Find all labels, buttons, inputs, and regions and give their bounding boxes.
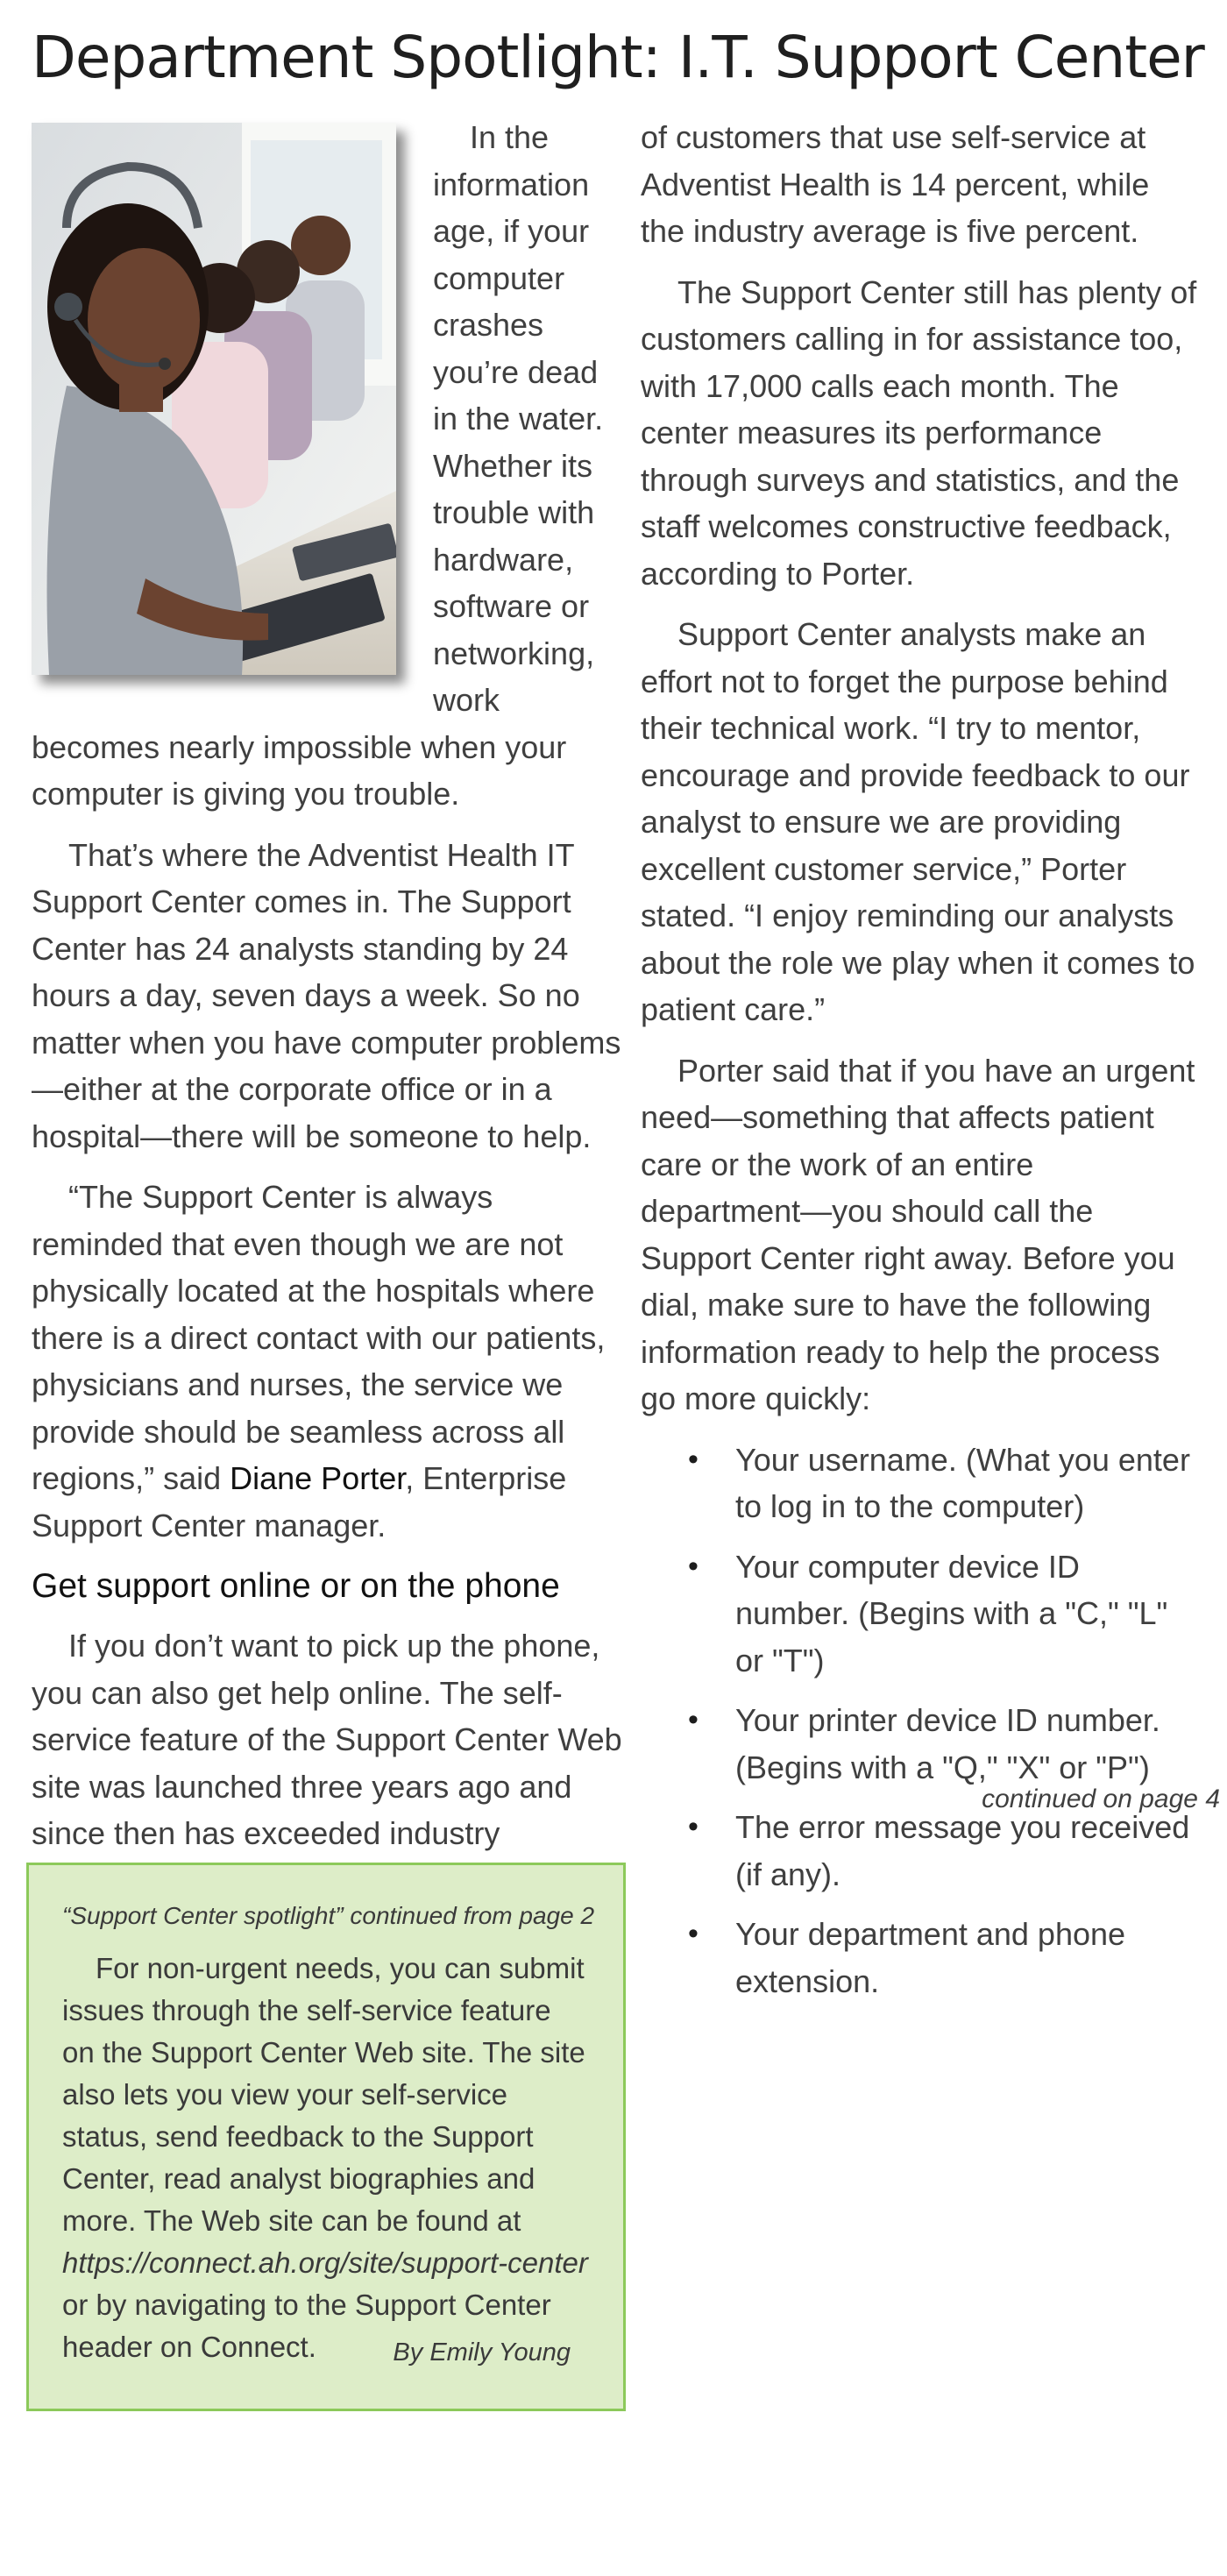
intro-paragraph: In the information age, if your computer crashes you’re dead in the water. Whether its trouble with hardware, software or networking, work becomes nearly impossible when your computer is giving you trouble. [32,119,604,812]
list-item [641,1697,1202,1791]
bullet-icon: • [688,1810,699,1843]
list-item-text: Your printer device ID number. (Begins with a "Q," "X" or "P") [735,1702,1160,1785]
paragraph [32,1174,624,1549]
page-title: Department Spotlight: I.T. Support Center [32,24,1204,91]
paragraph: That’s where the Adventist Health IT Support Center comes in. The Support Center has 24 analysts standing by 24 hours a day, seven days a week. So no matter when you have computer problems—either at the corporate office or in a hospital—there will be someone to help. [32,836,621,1154]
list-item [641,1911,1202,2005]
sidebar-text: For non-urgent needs, you can submit issues through the self-service feature on the Support Center Web site. The site also lets you view your self-service status, send feedback to the Support Center, read analyst biographies and more. The Web site can be found at [62,1952,585,2237]
sidebar-box [26,1863,626,2411]
quote-text: “The Support Center is always reminded that even though we are not physically located at the hospitals where there is a direct contact with our patients, physicians and nurses, the service we provide should be seamless across all regions,” said [32,1179,606,1496]
list-item-text: The error message you received (if any). [735,1809,1190,1892]
paragraph: If you don’t want to pick up the phone, you can also get help online. The self-service feature of the Support Center Web site was launched three years ago and since then has exceeded industry [32,1628,622,1851]
bullet-icon: • [688,1703,699,1736]
bullet-icon: • [688,1917,699,1950]
bullet-icon: • [688,1549,699,1583]
list-item [641,1437,1202,1530]
section-subhead: Get support online or on the phone [32,1567,560,1605]
paragraph: The Support Center still has plenty of customers calling in for assistance too, with 17,000 calls each month. The center measures its performance through surveys and statistics, and the staff welcomes constructive feedback, according to Porter. [641,273,1197,592]
quote-text-end: , Enterprise Support Center manager. [32,1460,567,1543]
paragraph: Support Center analysts make an effort not to forget the purpose behind their technical work. “I try to mentor, encourage and provide feedback to our analyst to ensure we are providing excellent customer service,” Porter stated. “I enjoy reminding our analysts about the role we play when it comes to patient care.” [641,616,1195,1027]
paragraph: of customers that use self-service at Adventist Health is 14 percent, while the industry average is five percent. [641,119,1150,249]
bullet-icon: • [688,1442,699,1476]
byline: By Emily Young [393,2338,571,2367]
info-checklist [641,1437,1202,2005]
person-name: Diane Porter [230,1460,406,1496]
list-item [641,1804,1202,1898]
sidebar-text-end: or by navigating to the Support Center header on Connect. [62,2289,551,2363]
left-column [32,114,624,1918]
sidebar-body [62,1948,588,2368]
continued-note: continued on page 4 [982,1785,1220,1813]
list-item-text: Your department and phone extension. [735,1916,1126,1999]
sidebar-header: “Support Center spotlight” continued from page 2 [62,1902,595,1929]
support-center-link[interactable]: https://connect.ah.org/site/support-center [62,2246,588,2279]
paragraph: Porter said that if you have an urgent need—something that affects patient care or the work of an entire department—you should call the Support Center right away. Before you dial, make sure to have the following information ready to help the process go more quickly: [641,1052,1195,1416]
list-item-text: Your computer device ID number. (Begins with a "C," "L" or "T") [735,1548,1168,1678]
right-column [641,114,1202,2018]
list-item [641,1543,1202,1685]
list-item-text: Your username. (What you enter to log in to the computer) [735,1441,1190,1524]
call-center-photo [32,123,396,675]
